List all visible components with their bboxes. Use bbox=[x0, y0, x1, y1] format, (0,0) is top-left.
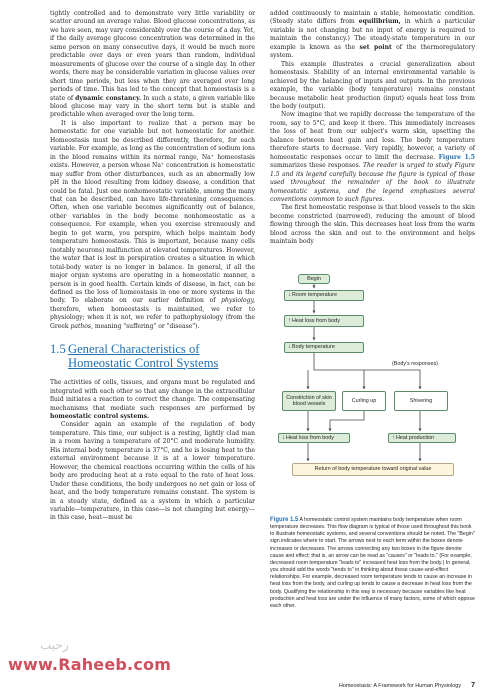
body-paragraph: This example illustrates a crucial generalization about homeostasis. Stability of an internal environmental variable is achieved by the balancing of inputs and outputs. In the previous example, the variable (body temperature) remains constant because metabolic heat production (input) equals heat loss from the body (output). bbox=[270, 60, 475, 110]
right-column bbox=[270, 10, 475, 247]
figure-1-5-flowchart bbox=[270, 270, 475, 512]
return-to-original-node: Return of body temperature toward original value bbox=[292, 463, 454, 476]
page-footer bbox=[270, 682, 475, 689]
section-title: General Characteristics of Homeostatic Control Systems bbox=[68, 342, 219, 370]
heat-production-node: ↑ Heat production bbox=[388, 433, 456, 443]
running-title: Homeostasis: A Framework for Human Physiology bbox=[338, 683, 462, 689]
body-responses-label: (Body's responses) bbox=[392, 361, 438, 367]
section-heading bbox=[50, 343, 255, 370]
connector-bodytemp-down bbox=[314, 353, 364, 370]
body-paragraph: It is also important to realize that a person may be homeostatic for one variable but not homeostatic for another. Homeostasis must be described differently, therefore, for each variable. For example, as long as the concentration of sodium ions in the blood remains within its normal range, Na⁺ homeostasis exists. However, a person whose Na⁺ concentration is homeostatic may suffer from other disturbances, such as an abnormally low pH in the blood resulting from kidney disease, a condition that could be fatal. Just one nonhomeostatic variable, among the many that can be described, can have life-threatening consequences. Often, when one variable becomes significantly out of balance, other variables in the body become nonhomeostatic as a consequence. For example, when you exercise strenuously and begin to get warm, you perspire, which helps maintain body temperature homeostasis. This is important, because many cells (notably neurons) malfunction at elevated temperatures. However, the water that is lost in perspiration creates a situation in which total-body water is no longer in balance. In general, if all the major organ systems are operating in a homeostatic manner, a person is in good health. Certain kinds of disease, in fact, can be defined as the loss of homeostasis in one or more systems in the body. To elaborate on our earlier definition of physiology, therefore, when homeostasis is maintained, we refer to physiology; when it is not, we refer to pathophysiology (from the Greek pathos, meaning "suffering" or "disease"). bbox=[50, 119, 255, 330]
body-paragraph: The activities of cells, tissues, and organs must be regulated and integrated with each other so that any change in the extracellular fluid initiates a reaction to correct the change. The compensating mechanisms that mediate such responses are performed by homeostatic control systems. bbox=[50, 379, 255, 421]
begin-node: Begin bbox=[298, 274, 330, 284]
figure-reference[interactable]: Figure 1.5 bbox=[438, 153, 475, 161]
figure-label: Figure 1.5 bbox=[270, 517, 299, 523]
body-paragraph: Now imagine that we rapidly decrease the temperature of the room, say to 5°C, and keep it there. This immediately increases the loss of heat from our subject's warm skin, upsetting the balance between heat gain and loss. The body temperature therefore starts to decrease. Very rapidly, however, a variety of homeostatic responses occur to limit the decrease. Figure 1.5 summarizes these responses. The reader is urged to study Figure 1.5 and its legend carefully because the figure is typical of those used throughout the remainder of the book to illustrate homeostatic systems, and the legend emphasizes several conventions common to such figures. bbox=[270, 111, 475, 203]
key-term: set point bbox=[359, 43, 392, 51]
figure-caption bbox=[270, 517, 475, 610]
constriction-node: Constriction of skin blood vessels bbox=[282, 391, 336, 411]
curling-up-node: Curling up bbox=[342, 391, 386, 411]
page-number: 7 bbox=[471, 682, 475, 689]
decrease-arrow-icon: ↓ bbox=[288, 292, 291, 299]
heat-loss-node: ↑ Heat loss from body bbox=[284, 315, 364, 327]
arrow-to-shivering bbox=[364, 370, 420, 389]
key-term: homeostatic control systems. bbox=[50, 413, 150, 421]
room-temperature-node: ↓ Room temperature bbox=[284, 290, 364, 301]
decrease-arrow-icon: ↓ bbox=[282, 434, 285, 441]
watermark-arabic: رحيب bbox=[40, 638, 69, 652]
section-number: 1.5 bbox=[50, 342, 66, 357]
shivering-node: Shivering bbox=[394, 391, 448, 411]
body-paragraph: added continuously to maintain a stable, homeostatic condition. (Steady state differs from equilibrium, in which a particular variable is not changing but no input of energy is required to maintain the constancy.) The steady-state temperature in our example is known as the set point of the thermoregulatory system. bbox=[270, 10, 475, 60]
body-paragraph: Consider again an example of the regulation of body temperature. This time, our subject is a resting, lightly clad man in a room having a temperature of 20°C and moderate humidity. His internal body temperature is 37°C, and he is losing heat to the external environment because it is at a lower temperature. However, the chemical reactions occurring within the cells of his body are producing heat at a rate equal to the rate of heat loss. Under these conditions, the body undergoes no net gain or loss of heat, and the body temperature remains constant. The system is in a steady state, defined as a system in which a particular variable—temperature, in this case—is not changing but energy—in this case, heat—must be bbox=[50, 421, 255, 522]
key-term: equilibrium, bbox=[358, 18, 401, 26]
body-paragraph: The first homeostatic response is that blood vessels to the skin become constricted (narrowed), reducing the amount of blood flowing through the skin. This decreases heat loss from the warm blood across the skin and out to the environment and helps maintain body bbox=[270, 204, 475, 246]
caption-text: A homeostatic control system maintains body temperature when room temperature decreases. This flow diagram is typical of those used throughout this book to illustrate homeostatic systems, and several conventions should be noted. The "Begin" sign indicates where to start. The arrows next to each term within the boxes denote increases or decreases. The arrows connecting any two boxes in the figure denote cause and effect; that is, an arrow can be read as "causes" or "leads to." (For example, decreased room temperature "leads to" increased heat loss from the body.) In general, you should add the words "tends to" in thinking about these cause-and-effect relationships. For example, decreased room temperature tends to cause an increase in heat loss from the body, and curling up tends to cause a decrease in heat loss from the body. Qualifying the relationship in this way is necessary because variables like heat production and heat loss are under the influence of many factors, some of which oppose each other. bbox=[270, 517, 475, 609]
heat-loss-decrease-node: ↓ Heat loss from body bbox=[278, 433, 350, 443]
decrease-arrow-icon: ↓ bbox=[288, 344, 291, 351]
arrow-curling-to-heatloss bbox=[330, 411, 364, 431]
body-paragraph: tightly controlled and to demonstrate very little variability or scatter around an average value. Blood glucose concentrations, as we have seen, may vary considerably over the course of a day. Yet, if the daily average glucose concentration was determined in the same person on many consecutive days, it would be much more predictable over days or even years than random, individual measurements of glucose over the course of a single day. In other words, there may be considerable variation in glucose values over short time periods, but less when they are averaged over long periods of time. This has led to the concept that homeostasis is a state of dynamic constancy. In such a state, a given variable like blood glucose may vary in the short term but is stable and predictable when averaged over the long term. bbox=[50, 10, 255, 119]
increase-arrow-icon: ↑ bbox=[392, 434, 395, 441]
key-term: dynamic constancy. bbox=[75, 94, 142, 102]
watermark: www.Raheeb.com bbox=[8, 655, 172, 674]
left-column bbox=[50, 10, 255, 523]
body-temperature-node: ↓ Body temperature bbox=[284, 342, 364, 353]
increase-arrow-icon: ↑ bbox=[288, 317, 291, 324]
